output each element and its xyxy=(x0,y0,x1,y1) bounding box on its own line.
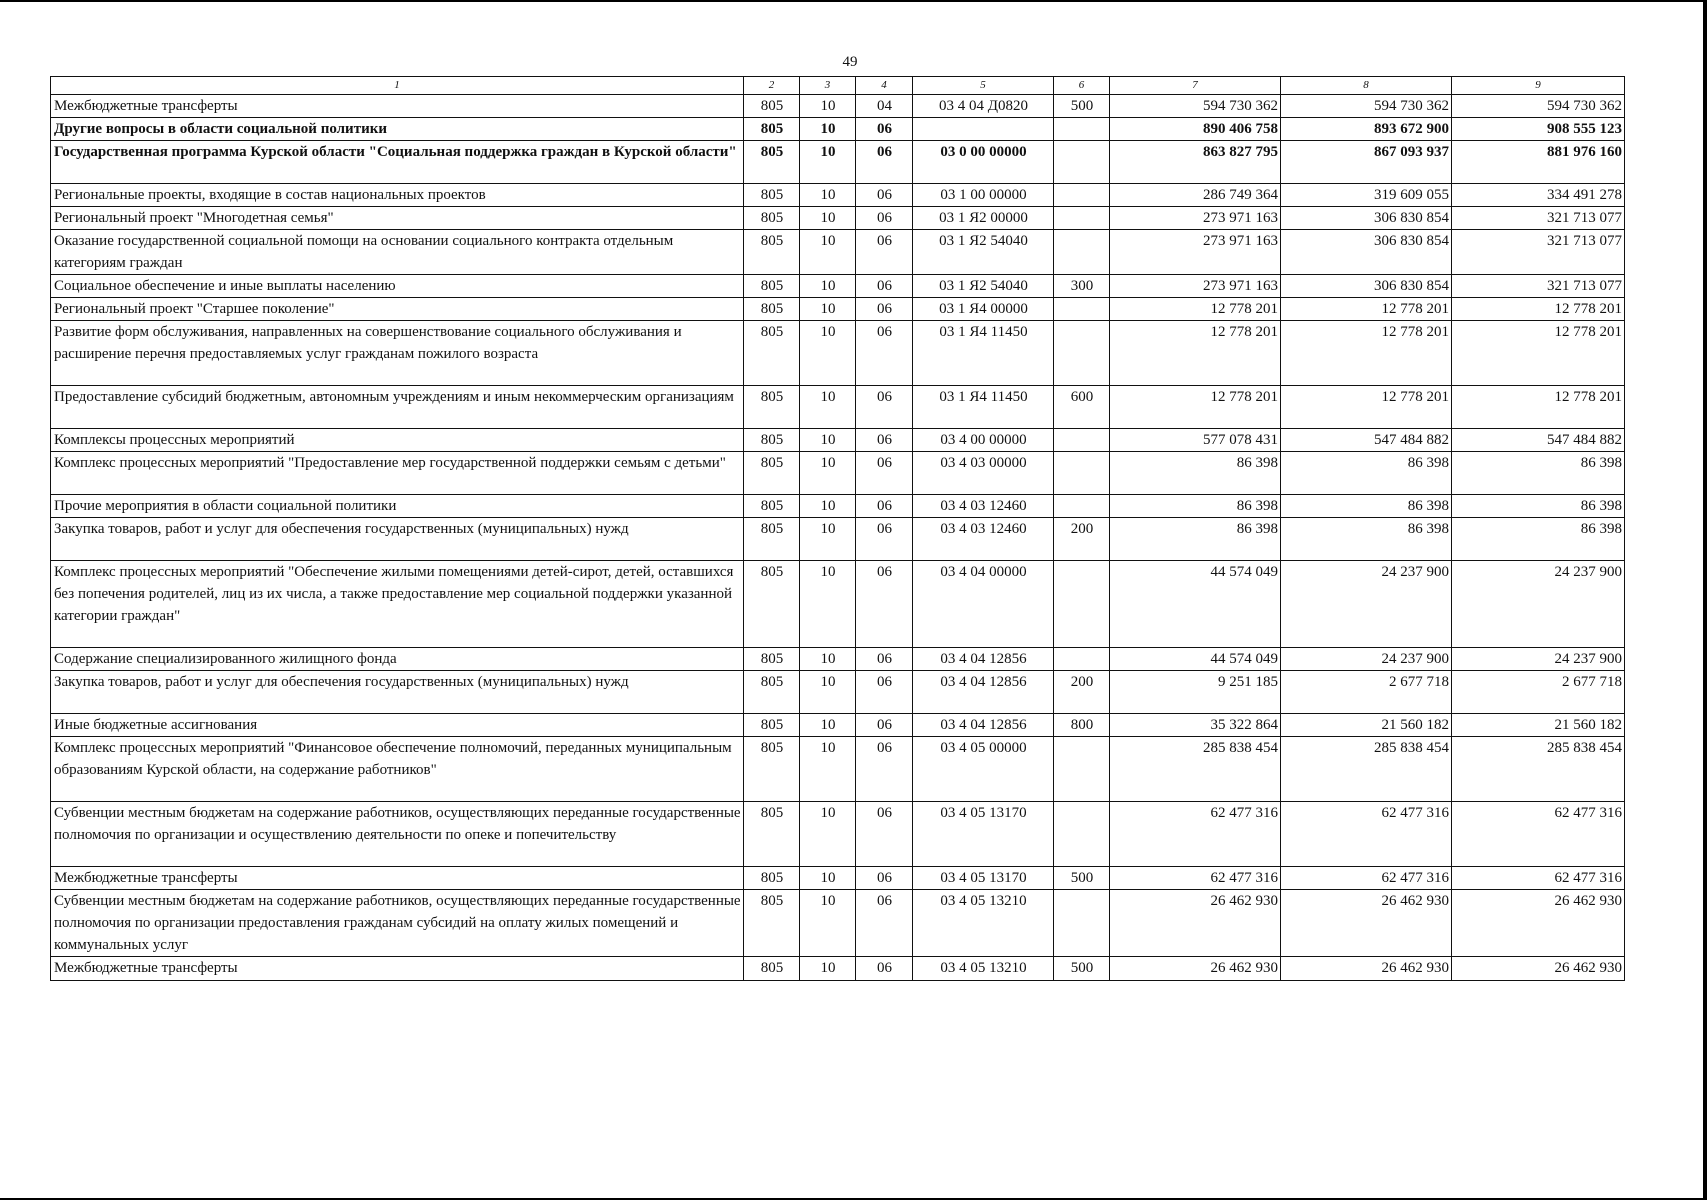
cell-target-article: 03 4 05 13170 xyxy=(913,867,1054,890)
cell-subsection-code: 06 xyxy=(856,518,913,561)
row-name: Комплексы процессных мероприятий xyxy=(51,429,744,452)
cell-target-article: 03 1 Я4 00000 xyxy=(913,298,1054,321)
cell-subsection-code: 06 xyxy=(856,867,913,890)
cell-target-article: 03 4 04 12856 xyxy=(913,648,1054,671)
cell-section-code: 10 xyxy=(800,429,856,452)
cell-section-code: 10 xyxy=(800,802,856,867)
cell-target-article: 03 1 Я2 54040 xyxy=(913,230,1054,275)
cell-section-code: 10 xyxy=(800,230,856,275)
cell-subsection-code: 06 xyxy=(856,561,913,648)
cell-amount-year1: 273 971 163 xyxy=(1110,207,1281,230)
cell-subsection-code: 06 xyxy=(856,495,913,518)
row-name: Другие вопросы в области социальной политики xyxy=(51,118,744,141)
row-name: Социальное обеспечение и иные выплаты населению xyxy=(51,275,744,298)
row-name: Закупка товаров, работ и услуг для обеспечения государственных (муниципальных) нужд xyxy=(51,518,744,561)
cell-target-article: 03 4 03 12460 xyxy=(913,495,1054,518)
cell-amount-year2: 594 730 362 xyxy=(1281,95,1452,118)
table-row xyxy=(51,118,1625,141)
table-row xyxy=(51,95,1625,118)
cell-subsection-code: 06 xyxy=(856,321,913,386)
cell-amount-year1: 286 749 364 xyxy=(1110,184,1281,207)
cell-amount-year3: 86 398 xyxy=(1452,452,1625,495)
cell-target-article: 03 1 Я2 00000 xyxy=(913,207,1054,230)
cell-amount-year3: 86 398 xyxy=(1452,518,1625,561)
cell-expense-type: 600 xyxy=(1054,386,1110,429)
table-row xyxy=(51,386,1625,429)
row-name: Государственная программа Курской области "Социальная поддержка граждан в Курской области" xyxy=(51,141,744,184)
cell-amount-year1: 12 778 201 xyxy=(1110,386,1281,429)
cell-expense-type xyxy=(1054,802,1110,867)
cell-subsection-code: 06 xyxy=(856,207,913,230)
cell-amount-year2: 26 462 930 xyxy=(1281,957,1452,981)
cell-expense-type: 500 xyxy=(1054,957,1110,981)
cell-subsection-code: 06 xyxy=(856,141,913,184)
table-row xyxy=(51,184,1625,207)
cell-section-code: 10 xyxy=(800,118,856,141)
row-name: Межбюджетные трансферты xyxy=(51,867,744,890)
row-name: Оказание государственной социальной помощи на основании социального контракта отдельным категориям граждан xyxy=(51,230,744,275)
table-row xyxy=(51,207,1625,230)
cell-expense-type: 500 xyxy=(1054,95,1110,118)
cell-amount-year1: 86 398 xyxy=(1110,452,1281,495)
cell-amount-year2: 306 830 854 xyxy=(1281,275,1452,298)
cell-target-article: 03 1 Я2 54040 xyxy=(913,275,1054,298)
table-row xyxy=(51,230,1625,275)
column-header: 2 xyxy=(744,77,800,95)
table-row xyxy=(51,671,1625,714)
cell-subsection-code: 06 xyxy=(856,648,913,671)
cell-amount-year3: 321 713 077 xyxy=(1452,275,1625,298)
table-row xyxy=(51,648,1625,671)
cell-ministry-code: 805 xyxy=(744,802,800,867)
cell-amount-year2: 319 609 055 xyxy=(1281,184,1452,207)
cell-target-article: 03 4 05 13210 xyxy=(913,957,1054,981)
cell-subsection-code: 06 xyxy=(856,802,913,867)
table-row xyxy=(51,275,1625,298)
cell-section-code: 10 xyxy=(800,184,856,207)
scan-edge-right xyxy=(1703,0,1707,1200)
cell-section-code: 10 xyxy=(800,890,856,957)
cell-subsection-code: 04 xyxy=(856,95,913,118)
cell-amount-year1: 285 838 454 xyxy=(1110,737,1281,802)
table-row xyxy=(51,429,1625,452)
table-row xyxy=(51,561,1625,648)
cell-expense-type: 200 xyxy=(1054,518,1110,561)
cell-subsection-code: 06 xyxy=(856,184,913,207)
cell-amount-year2: 547 484 882 xyxy=(1281,429,1452,452)
table-row xyxy=(51,141,1625,184)
cell-amount-year3: 12 778 201 xyxy=(1452,386,1625,429)
row-name: Межбюджетные трансферты xyxy=(51,95,744,118)
table-row xyxy=(51,890,1625,957)
cell-ministry-code: 805 xyxy=(744,275,800,298)
cell-expense-type xyxy=(1054,648,1110,671)
cell-expense-type xyxy=(1054,495,1110,518)
cell-amount-year3: 321 713 077 xyxy=(1452,207,1625,230)
cell-ministry-code: 805 xyxy=(744,452,800,495)
cell-subsection-code: 06 xyxy=(856,230,913,275)
cell-expense-type xyxy=(1054,561,1110,648)
cell-target-article: 03 0 00 00000 xyxy=(913,141,1054,184)
cell-ministry-code: 805 xyxy=(744,957,800,981)
cell-expense-type xyxy=(1054,452,1110,495)
row-name: Комплекс процессных мероприятий "Предоставление мер государственной поддержки семьям с детьми" xyxy=(51,452,744,495)
cell-amount-year1: 26 462 930 xyxy=(1110,890,1281,957)
cell-target-article: 03 4 03 12460 xyxy=(913,518,1054,561)
cell-ministry-code: 805 xyxy=(744,298,800,321)
cell-subsection-code: 06 xyxy=(856,275,913,298)
cell-expense-type xyxy=(1054,429,1110,452)
cell-section-code: 10 xyxy=(800,321,856,386)
cell-amount-year3: 86 398 xyxy=(1452,495,1625,518)
table-row xyxy=(51,957,1625,981)
cell-ministry-code: 805 xyxy=(744,386,800,429)
cell-expense-type xyxy=(1054,207,1110,230)
page-number: 49 xyxy=(842,54,858,70)
column-header: 6 xyxy=(1054,77,1110,95)
cell-expense-type xyxy=(1054,118,1110,141)
cell-expense-type: 300 xyxy=(1054,275,1110,298)
table-row xyxy=(51,495,1625,518)
cell-amount-year2: 24 237 900 xyxy=(1281,648,1452,671)
cell-amount-year1: 44 574 049 xyxy=(1110,561,1281,648)
row-name: Развитие форм обслуживания, направленных на совершенствование социального обслуживания и расширение перечня предоставляемых услуг гражданам пожилого возраста xyxy=(51,321,744,386)
cell-target-article: 03 1 Я4 11450 xyxy=(913,386,1054,429)
cell-amount-year1: 273 971 163 xyxy=(1110,230,1281,275)
cell-amount-year3: 285 838 454 xyxy=(1452,737,1625,802)
cell-amount-year2: 285 838 454 xyxy=(1281,737,1452,802)
cell-section-code: 10 xyxy=(800,95,856,118)
cell-amount-year2: 12 778 201 xyxy=(1281,298,1452,321)
cell-target-article: 03 4 05 00000 xyxy=(913,737,1054,802)
scan-edge-top xyxy=(0,0,1707,2)
cell-expense-type xyxy=(1054,737,1110,802)
cell-amount-year1: 577 078 431 xyxy=(1110,429,1281,452)
cell-amount-year3: 594 730 362 xyxy=(1452,95,1625,118)
row-name: Содержание специализированного жилищного фонда xyxy=(51,648,744,671)
cell-section-code: 10 xyxy=(800,275,856,298)
cell-section-code: 10 xyxy=(800,141,856,184)
table-row xyxy=(51,298,1625,321)
cell-amount-year3: 12 778 201 xyxy=(1452,321,1625,386)
cell-ministry-code: 805 xyxy=(744,230,800,275)
cell-ministry-code: 805 xyxy=(744,95,800,118)
cell-amount-year3: 334 491 278 xyxy=(1452,184,1625,207)
row-name: Иные бюджетные ассигнования xyxy=(51,714,744,737)
row-name: Региональный проект "Многодетная семья" xyxy=(51,207,744,230)
cell-target-article: 03 1 Я4 11450 xyxy=(913,321,1054,386)
cell-amount-year3: 547 484 882 xyxy=(1452,429,1625,452)
row-name: Субвенции местным бюджетам на содержание работников, осуществляющих переданные государственные полномочия по организации предоставления гражданам субсидий на оплату жилых помещений и коммунальных услуг xyxy=(51,890,744,957)
cell-ministry-code: 805 xyxy=(744,141,800,184)
cell-target-article: 03 4 04 12856 xyxy=(913,671,1054,714)
cell-amount-year1: 62 477 316 xyxy=(1110,867,1281,890)
cell-amount-year2: 62 477 316 xyxy=(1281,802,1452,867)
cell-amount-year3: 26 462 930 xyxy=(1452,957,1625,981)
cell-section-code: 10 xyxy=(800,714,856,737)
cell-amount-year1: 62 477 316 xyxy=(1110,802,1281,867)
cell-section-code: 10 xyxy=(800,298,856,321)
cell-amount-year2: 86 398 xyxy=(1281,452,1452,495)
cell-amount-year1: 44 574 049 xyxy=(1110,648,1281,671)
cell-section-code: 10 xyxy=(800,386,856,429)
table-header-row xyxy=(51,77,1625,95)
cell-amount-year1: 890 406 758 xyxy=(1110,118,1281,141)
cell-subsection-code: 06 xyxy=(856,957,913,981)
cell-section-code: 10 xyxy=(800,737,856,802)
cell-amount-year1: 594 730 362 xyxy=(1110,95,1281,118)
cell-subsection-code: 06 xyxy=(856,386,913,429)
cell-expense-type: 500 xyxy=(1054,867,1110,890)
column-header: 4 xyxy=(856,77,913,95)
cell-amount-year3: 908 555 123 xyxy=(1452,118,1625,141)
table-row xyxy=(51,452,1625,495)
cell-amount-year2: 26 462 930 xyxy=(1281,890,1452,957)
cell-subsection-code: 06 xyxy=(856,671,913,714)
cell-subsection-code: 06 xyxy=(856,429,913,452)
budget-table xyxy=(50,76,1625,981)
cell-amount-year1: 86 398 xyxy=(1110,518,1281,561)
cell-amount-year3: 881 976 160 xyxy=(1452,141,1625,184)
cell-expense-type xyxy=(1054,230,1110,275)
cell-target-article: 03 4 00 00000 xyxy=(913,429,1054,452)
cell-amount-year2: 62 477 316 xyxy=(1281,867,1452,890)
cell-section-code: 10 xyxy=(800,518,856,561)
cell-amount-year2: 306 830 854 xyxy=(1281,230,1452,275)
table-row xyxy=(51,737,1625,802)
cell-ministry-code: 805 xyxy=(744,518,800,561)
row-name: Региональные проекты, входящие в состав национальных проектов xyxy=(51,184,744,207)
cell-section-code: 10 xyxy=(800,867,856,890)
cell-ministry-code: 805 xyxy=(744,118,800,141)
column-header: 1 xyxy=(51,77,744,95)
cell-ministry-code: 805 xyxy=(744,867,800,890)
row-name: Предоставление субсидий бюджетным, автономным учреждениям и иным некоммерческим организациям xyxy=(51,386,744,429)
cell-ministry-code: 805 xyxy=(744,184,800,207)
cell-section-code: 10 xyxy=(800,648,856,671)
cell-ministry-code: 805 xyxy=(744,671,800,714)
cell-amount-year3: 21 560 182 xyxy=(1452,714,1625,737)
cell-target-article: 03 4 03 00000 xyxy=(913,452,1054,495)
table-row xyxy=(51,321,1625,386)
cell-amount-year1: 273 971 163 xyxy=(1110,275,1281,298)
cell-amount-year3: 12 778 201 xyxy=(1452,298,1625,321)
cell-ministry-code: 805 xyxy=(744,561,800,648)
cell-amount-year3: 321 713 077 xyxy=(1452,230,1625,275)
row-name: Субвенции местным бюджетам на содержание работников, осуществляющих переданные государственные полномочия по организации и осуществлению деятельности по опеке и попечительству xyxy=(51,802,744,867)
cell-amount-year1: 26 462 930 xyxy=(1110,957,1281,981)
cell-amount-year2: 306 830 854 xyxy=(1281,207,1452,230)
cell-expense-type xyxy=(1054,321,1110,386)
cell-amount-year1: 12 778 201 xyxy=(1110,321,1281,386)
column-header: 9 xyxy=(1452,77,1625,95)
cell-section-code: 10 xyxy=(800,671,856,714)
table-row xyxy=(51,867,1625,890)
cell-subsection-code: 06 xyxy=(856,118,913,141)
cell-amount-year3: 24 237 900 xyxy=(1452,561,1625,648)
cell-amount-year2: 12 778 201 xyxy=(1281,386,1452,429)
row-name: Региональный проект "Старшее поколение" xyxy=(51,298,744,321)
table-body xyxy=(51,95,1625,981)
cell-target-article: 03 4 05 13170 xyxy=(913,802,1054,867)
cell-amount-year2: 86 398 xyxy=(1281,495,1452,518)
cell-subsection-code: 06 xyxy=(856,890,913,957)
column-header: 8 xyxy=(1281,77,1452,95)
cell-amount-year2: 867 093 937 xyxy=(1281,141,1452,184)
cell-ministry-code: 805 xyxy=(744,737,800,802)
cell-amount-year2: 21 560 182 xyxy=(1281,714,1452,737)
cell-subsection-code: 06 xyxy=(856,298,913,321)
cell-amount-year2: 2 677 718 xyxy=(1281,671,1452,714)
cell-ministry-code: 805 xyxy=(744,890,800,957)
row-name: Межбюджетные трансферты xyxy=(51,957,744,981)
cell-target-article: 03 4 05 13210 xyxy=(913,890,1054,957)
cell-ministry-code: 805 xyxy=(744,207,800,230)
cell-expense-type xyxy=(1054,890,1110,957)
cell-amount-year1: 9 251 185 xyxy=(1110,671,1281,714)
row-name: Прочие мероприятия в области социальной политики xyxy=(51,495,744,518)
column-header: 5 xyxy=(913,77,1054,95)
cell-amount-year3: 2 677 718 xyxy=(1452,671,1625,714)
cell-target-article: 03 4 04 Д0820 xyxy=(913,95,1054,118)
cell-amount-year3: 26 462 930 xyxy=(1452,890,1625,957)
cell-section-code: 10 xyxy=(800,207,856,230)
cell-subsection-code: 06 xyxy=(856,452,913,495)
cell-amount-year3: 24 237 900 xyxy=(1452,648,1625,671)
cell-section-code: 10 xyxy=(800,957,856,981)
cell-ministry-code: 805 xyxy=(744,321,800,386)
cell-amount-year2: 24 237 900 xyxy=(1281,561,1452,648)
cell-amount-year1: 86 398 xyxy=(1110,495,1281,518)
cell-expense-type: 200 xyxy=(1054,671,1110,714)
cell-expense-type xyxy=(1054,184,1110,207)
cell-section-code: 10 xyxy=(800,452,856,495)
table-row xyxy=(51,714,1625,737)
row-name: Закупка товаров, работ и услуг для обеспечения государственных (муниципальных) нужд xyxy=(51,671,744,714)
cell-section-code: 10 xyxy=(800,495,856,518)
row-name: Комплекс процессных мероприятий "Обеспечение жилыми помещениями детей-сирот, детей, оставшихся без попечения родителей, лиц из их числа, а также предоставление мер социальной поддержки указанной категории граждан" xyxy=(51,561,744,648)
cell-subsection-code: 06 xyxy=(856,714,913,737)
cell-amount-year2: 12 778 201 xyxy=(1281,321,1452,386)
row-name: Комплекс процессных мероприятий "Финансовое обеспечение полномочий, переданных муниципальным образованиям Курской области, на содержание работников" xyxy=(51,737,744,802)
table-row xyxy=(51,518,1625,561)
cell-amount-year2: 86 398 xyxy=(1281,518,1452,561)
cell-amount-year3: 62 477 316 xyxy=(1452,802,1625,867)
cell-expense-type xyxy=(1054,298,1110,321)
cell-target-article: 03 4 04 00000 xyxy=(913,561,1054,648)
table-row xyxy=(51,802,1625,867)
cell-section-code: 10 xyxy=(800,561,856,648)
cell-ministry-code: 805 xyxy=(744,429,800,452)
cell-amount-year1: 12 778 201 xyxy=(1110,298,1281,321)
cell-ministry-code: 805 xyxy=(744,648,800,671)
column-header: 3 xyxy=(800,77,856,95)
cell-target-article: 03 1 00 00000 xyxy=(913,184,1054,207)
cell-expense-type: 800 xyxy=(1054,714,1110,737)
cell-amount-year2: 893 672 900 xyxy=(1281,118,1452,141)
cell-expense-type xyxy=(1054,141,1110,184)
cell-subsection-code: 06 xyxy=(856,737,913,802)
cell-amount-year1: 863 827 795 xyxy=(1110,141,1281,184)
cell-target-article: 03 4 04 12856 xyxy=(913,714,1054,737)
cell-amount-year1: 35 322 864 xyxy=(1110,714,1281,737)
cell-ministry-code: 805 xyxy=(744,714,800,737)
cell-target-article xyxy=(913,118,1054,141)
cell-amount-year3: 62 477 316 xyxy=(1452,867,1625,890)
column-header: 7 xyxy=(1110,77,1281,95)
cell-ministry-code: 805 xyxy=(744,495,800,518)
